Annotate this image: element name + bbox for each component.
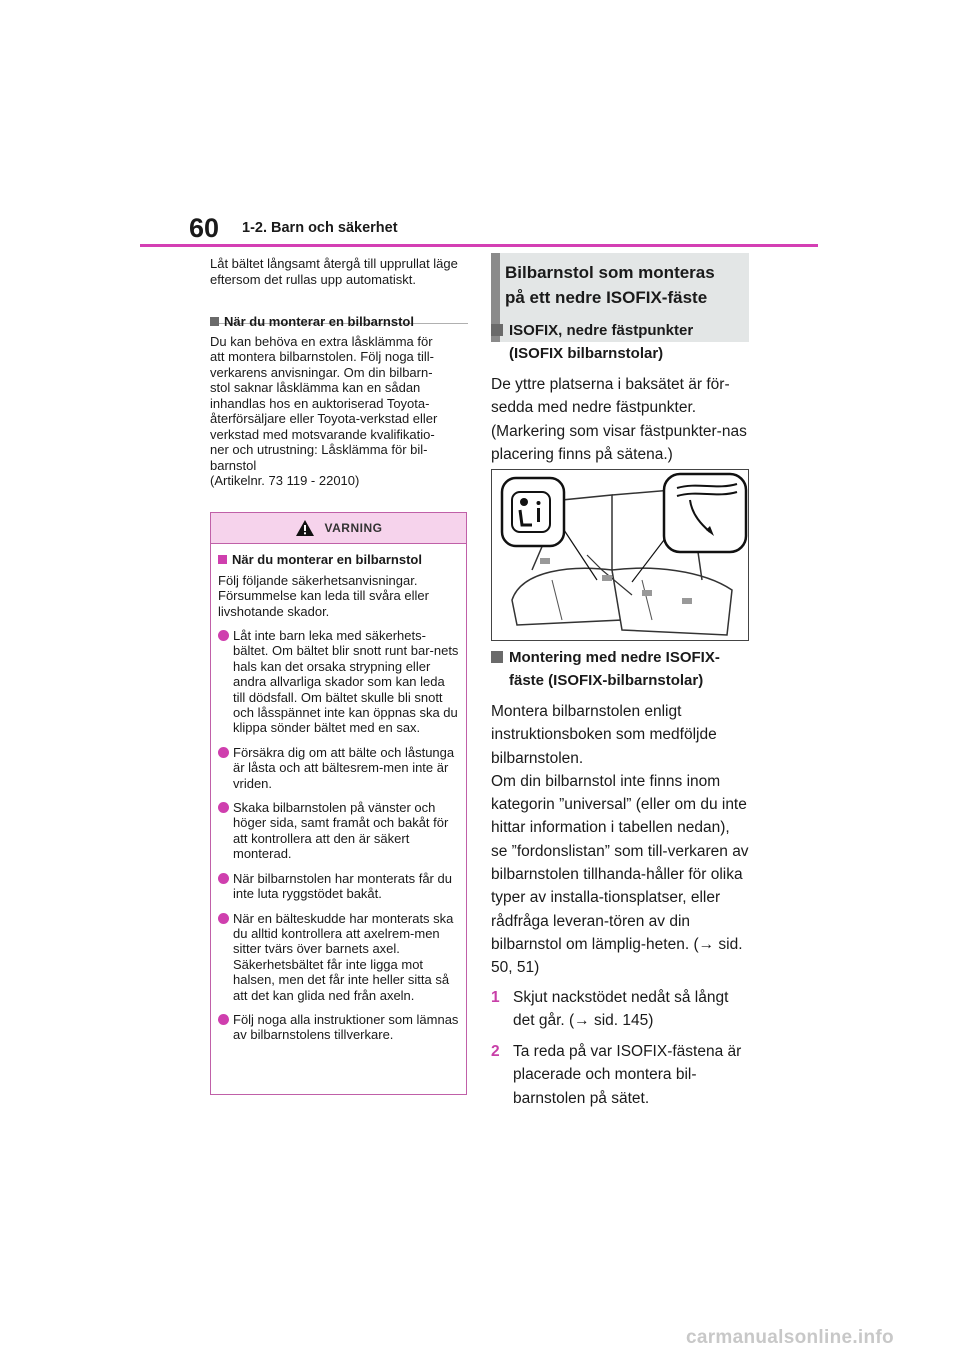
bullet-dot-icon bbox=[218, 1014, 229, 1025]
rear-seat-isofix-image bbox=[492, 470, 748, 640]
warning-bullet bbox=[218, 800, 459, 862]
warning-bullet bbox=[218, 1012, 459, 1043]
bullet-dot-icon bbox=[218, 913, 229, 924]
warning-bullet-text: Låt inte barn leka med säkerhets-bältet. Om bältet blir snott runt bar-nets hals kan det orsaka strypning eller andra allvarliga skador som kan leda till dödsfall. Om bältet skulle bli snott och låsspännet inte kan öppnas ska du klippa sönder bältet med en sax. bbox=[233, 628, 459, 736]
body-line: (Artikelnr. 73 119 - 22010) bbox=[210, 473, 360, 488]
warning-bullet bbox=[218, 911, 459, 1003]
square-bullet-icon bbox=[491, 324, 503, 336]
isofix-paragraph: De yttre platserna i baksätet är för-sedda med nedre fästpunkter. (Markering som visar fästpunkter-nas placering finns på sätena.) bbox=[491, 376, 747, 463]
warning-intro: Följ följande säkerhetsanvisningar. Försummelse kan leda till svåra eller livshotande skador. bbox=[218, 572, 429, 619]
bullet-dot-icon bbox=[218, 747, 229, 758]
watermark: carmanualsonline.info bbox=[686, 1327, 894, 1348]
page-number: 60 bbox=[189, 213, 220, 243]
bullet-dot-icon bbox=[218, 630, 229, 641]
warning-title: VARNING bbox=[324, 521, 383, 535]
right-isofix-section bbox=[491, 319, 749, 466]
subheading-mount bbox=[491, 646, 749, 692]
warning-bullet-text: Skaka bilbarnstolen på vänster och höger sida, samt framåt och bakåt för att kontrollera att den är säkert monterad. bbox=[233, 800, 449, 862]
section-box-title: Bilbarnstol som monteras på ett nedre ISOFIX-fäste bbox=[505, 263, 715, 307]
subheading-isofix-text: ISOFIX, nedre fästpunkter (ISOFIX bilbarnstolar) bbox=[509, 322, 694, 362]
step-number: 1 bbox=[491, 988, 500, 1006]
warning-body bbox=[211, 544, 466, 1043]
warning-bullet-text: När en bälteskudde har monterats ska du alltid kontrollera att axelrem-men sitter tvärs över barnets axel. Säkerhetsbältet får inte ligga mot halsen, men det får inte heller sitta så att det kan glida ned från axeln. bbox=[233, 910, 454, 1003]
bullet-dot-icon bbox=[218, 802, 229, 813]
right-mount-section bbox=[491, 646, 749, 1110]
warning-bullet-text: Följ noga alla instruktioner som lämnas av bilbarnstolens tillverkare. bbox=[233, 1011, 459, 1043]
section-title: 1-2. Barn och säkerhet bbox=[242, 220, 398, 236]
step-text: Skjut nackstödet nedåt så långt det går. (→ sid. 145) bbox=[513, 988, 729, 1029]
subheading-isofix bbox=[491, 319, 749, 365]
step-item bbox=[491, 1040, 749, 1110]
warning-bullet-text: När bilbarnstolen har monterats får du inte luta ryggstödet bakåt. bbox=[233, 870, 452, 902]
intro-text bbox=[210, 256, 468, 287]
warning-bullet bbox=[218, 745, 459, 791]
left-section bbox=[210, 314, 468, 489]
left-heading bbox=[210, 314, 468, 330]
warning-bullet bbox=[218, 628, 459, 736]
warning-header bbox=[211, 513, 466, 544]
body-line: ner och utrustning: Låsklämma för bil- bbox=[210, 442, 428, 457]
left-heading-text: När du monterar en bilbarnstol bbox=[224, 314, 414, 329]
bullet-dot-icon bbox=[218, 873, 229, 884]
warning-bullet-text: Försäkra dig om att bälte och låstunga är låsta och att bältesrem-men inte är vriden. bbox=[233, 744, 455, 791]
warning-heading-text: När du monterar en bilbarnstol bbox=[232, 552, 422, 567]
subheading-mount-text: Montering med nedre ISOFIX-fäste (ISOFIX-bilbarnstolar) bbox=[509, 649, 720, 689]
body-line: att montera bilbarnstolen. Följ noga till- bbox=[210, 349, 435, 364]
step-number: 2 bbox=[491, 1043, 500, 1061]
body-line: verkarens anvisningar. Om din bilbarn- bbox=[210, 364, 433, 380]
body-line: Du kan behöva en extra låsklämma för bbox=[210, 333, 433, 349]
intro-paragraph: Låt bältet långsamt återgå till upprullat läge eftersom det rullas upp automatiskt. bbox=[210, 256, 458, 287]
square-bullet-icon bbox=[210, 317, 219, 326]
mount-paragraph: Montera bilbarnstolen enligt instruktionsboken som medföljde bilbarnstolen. bbox=[491, 703, 717, 767]
step-text: Ta reda på var ISOFIX-fästena är placerade och montera bil-barnstolen på sätet. bbox=[513, 1043, 742, 1107]
body-line: stol saknar låsklämma kan en sådan bbox=[210, 380, 421, 395]
warning-heading bbox=[218, 552, 459, 568]
body-line: inhandlas hos en auktoriserad Toyota- bbox=[210, 395, 430, 411]
body-line: barnstol bbox=[210, 457, 257, 473]
square-bullet-icon bbox=[218, 555, 227, 564]
square-bullet-icon bbox=[491, 651, 503, 663]
header-rule bbox=[140, 244, 818, 247]
body-line: återförsäljare eller Toyota-verkstad eller bbox=[210, 411, 438, 426]
warning-triangle-icon bbox=[295, 519, 315, 537]
left-body bbox=[210, 334, 468, 489]
seat-illustration bbox=[491, 469, 749, 641]
warning-bullet bbox=[218, 871, 459, 902]
step-item bbox=[491, 986, 749, 1033]
universal-paragraph: Om din bilbarnstol inte finns inom kategorin ”universal” (eller om du inte hittar information i tabellen nedan), se ”fordonslistan” som till-verkaren av bilbarnstolen tillhanda-håller för olika typer av installa-tionsplatser, eller rådfråga leveran-tören av din bilbarnstol om lämplig-heten. (→ sid. 50, 51) bbox=[491, 772, 749, 977]
body-line: verkstad med motsvarande kvalifikatio- bbox=[210, 426, 435, 442]
warning-box bbox=[210, 512, 467, 1095]
